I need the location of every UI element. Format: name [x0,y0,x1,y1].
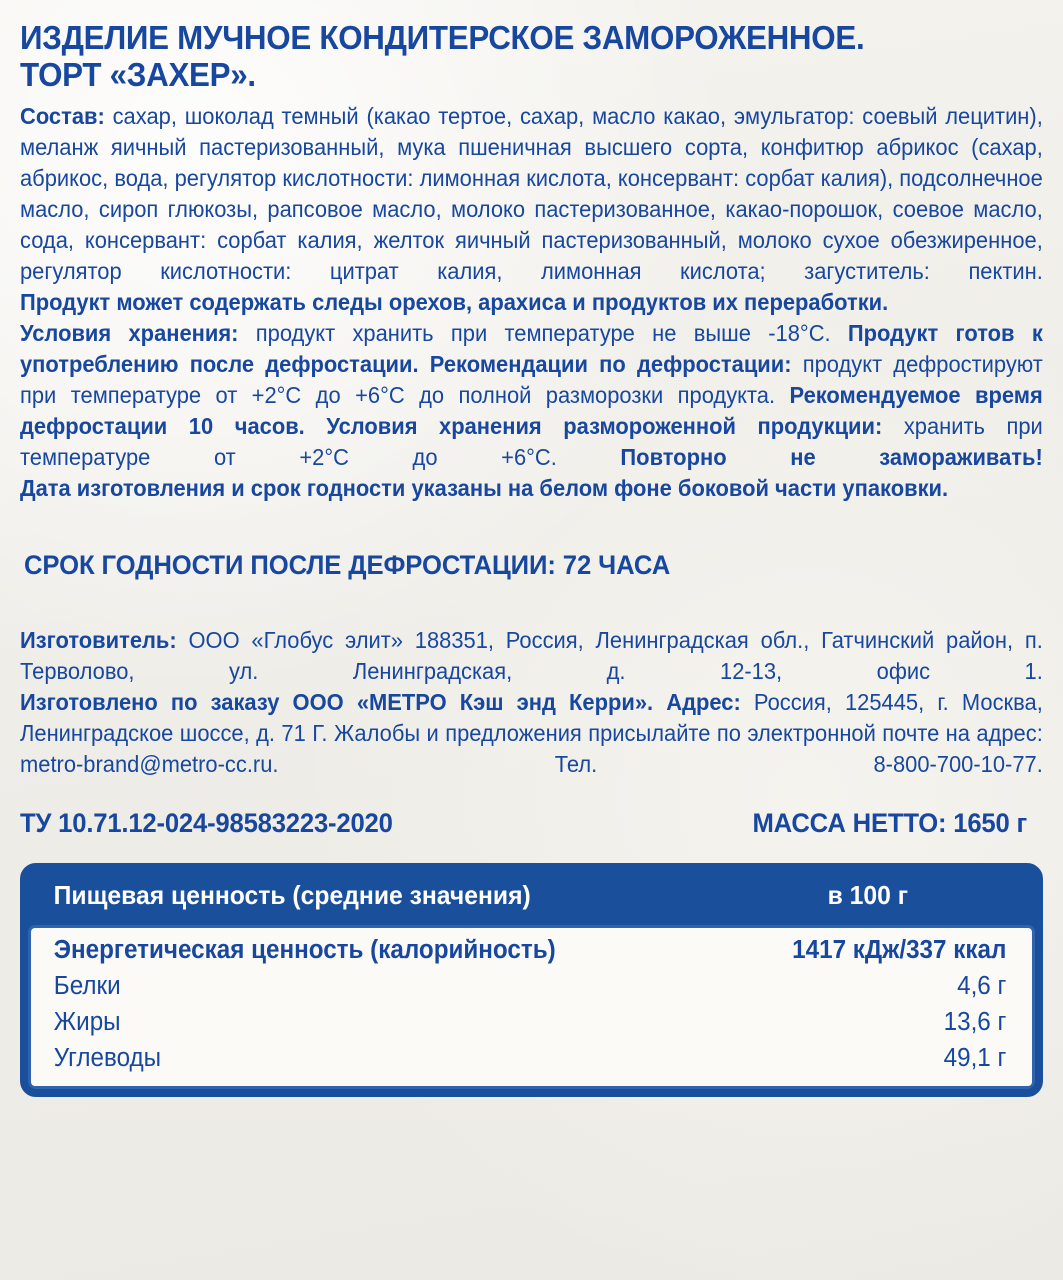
order-block [20,687,1043,780]
storage-text: продукт хранить при температуре не выше -18°C. [238,320,848,347]
nutrition-header-label: Пищевая ценность (средние значения) [53,879,531,910]
product-title [20,0,977,94]
storage-thawed-text: хранить при температуре от +2°C до +6°C. [20,413,1043,470]
product-title-line1: ИЗДЕЛИЕ МУЧНОЕ КОНДИТЕРСКОЕ ЗАМОРОЖЕННОЕ. [20,20,865,57]
order-text: Россия, 125445, г. Москва, Ленинградское шоссе, д. 71 Г. Жалобы и предложения присылайте по электронной почте на адрес: metro-brand@metro-cc.ru. Тел. 8-800-700-10-77. [20,688,1043,777]
nutrition-row-value: 1417 кДж/337 ккал [792,936,1007,965]
tu-code: ТУ 10.71.12-024-98583223-2020 [20,807,393,838]
product-title-line2: ТОРТ «ЗАХЕР». [20,57,256,95]
specs-row [20,808,1043,839]
table-row [31,1005,1032,1041]
order-label: Изготовлено по заказу ООО «МЕТРО Кэш энд Керри». Адрес: [20,688,741,715]
storage-recommended-bold: Рекомендуемое время дефростации 10 часов. Условия хранения размороженной продукции: [20,382,1043,440]
date-note-text: Дата изготовления и срок годности указаны на белом фоне боковой части упаковки. [20,474,949,501]
allergen-block [20,287,1043,318]
date-note-block [20,473,1043,504]
storage-ready-bold: Продукт готов к употреблению после дефростации. Рекомендации по дефростации: [20,320,1043,378]
nutrition-row-value: 13,6 г [943,1008,1007,1037]
nutrition-row-label: Углеводы [53,1044,162,1073]
ingredients-block [20,101,1043,287]
storage-label: Условия хранения: [20,320,239,347]
storage-no-refreeze: Повторно не замораживать! [620,444,1043,470]
nutrition-row-label: Белки [53,972,121,1001]
nutrition-row-value: 4,6 г [957,972,1007,1001]
table-row [31,969,1032,1005]
ingredients-text: сахар, шоколад темный (какао тертое, сахар, масло какао, эмульгатор: соевый лецитин), меланж яичный пастеризованный, мука пшеничная высшего сорта, конфитюр абрикос (сахар, абрикос, вода, регулятор кислотности: лимонная кислота, консервант: сорбат калия), подсолнечное масло, сироп глюкозы, рапсовое масло, молоко пастеризованное, какао-порошок, соевое масло, сода, консервант: сорбат калия, желток яичный пастеризованный, молоко сухое обезжиренное, регулятор кислотности: цитрат калия, лимонная кислота; загуститель: пектин. [20,103,1043,285]
nutrition-row-label: Энергетическая ценность (калорийность) [53,936,556,965]
nutrition-header-value: в 100 г [827,879,909,910]
manufacturer-block [20,625,1043,687]
nutrition-table-body [28,925,1035,1089]
table-row [31,933,1032,969]
nutrition-table [20,863,1043,1097]
manufacturer-label: Изготовитель: [20,626,177,653]
nutrition-table-header [28,871,1035,925]
nutrition-row-value: 49,1 г [943,1044,1007,1073]
net-weight: МАССА НЕТТО: 1650 г [752,807,1027,838]
ingredients-label: Состав: [20,103,105,130]
allergen-text: Продукт может содержать следы орехов, арахиса и продуктов их переработки. [20,289,889,316]
storage-block [20,318,1043,473]
manufacturer-text: ООО «Глобус элит» 188351, Россия, Ленинградская обл., Гатчинский район, п. Терволово, ул. Ленинградская, д. 12-13, офис 1. [20,626,1043,684]
nutrition-row-label: Жиры [53,1008,121,1037]
shelf-life-heading: СРОК ГОДНОСТИ ПОСЛЕ ДЕФРОСТАЦИИ: 72 ЧАСА [24,549,671,580]
storage-defrost-text: продукт дефростируют при температуре от +2°C до +6°C до полной разморозки продукта. [20,351,1043,409]
table-row [31,1041,1032,1077]
